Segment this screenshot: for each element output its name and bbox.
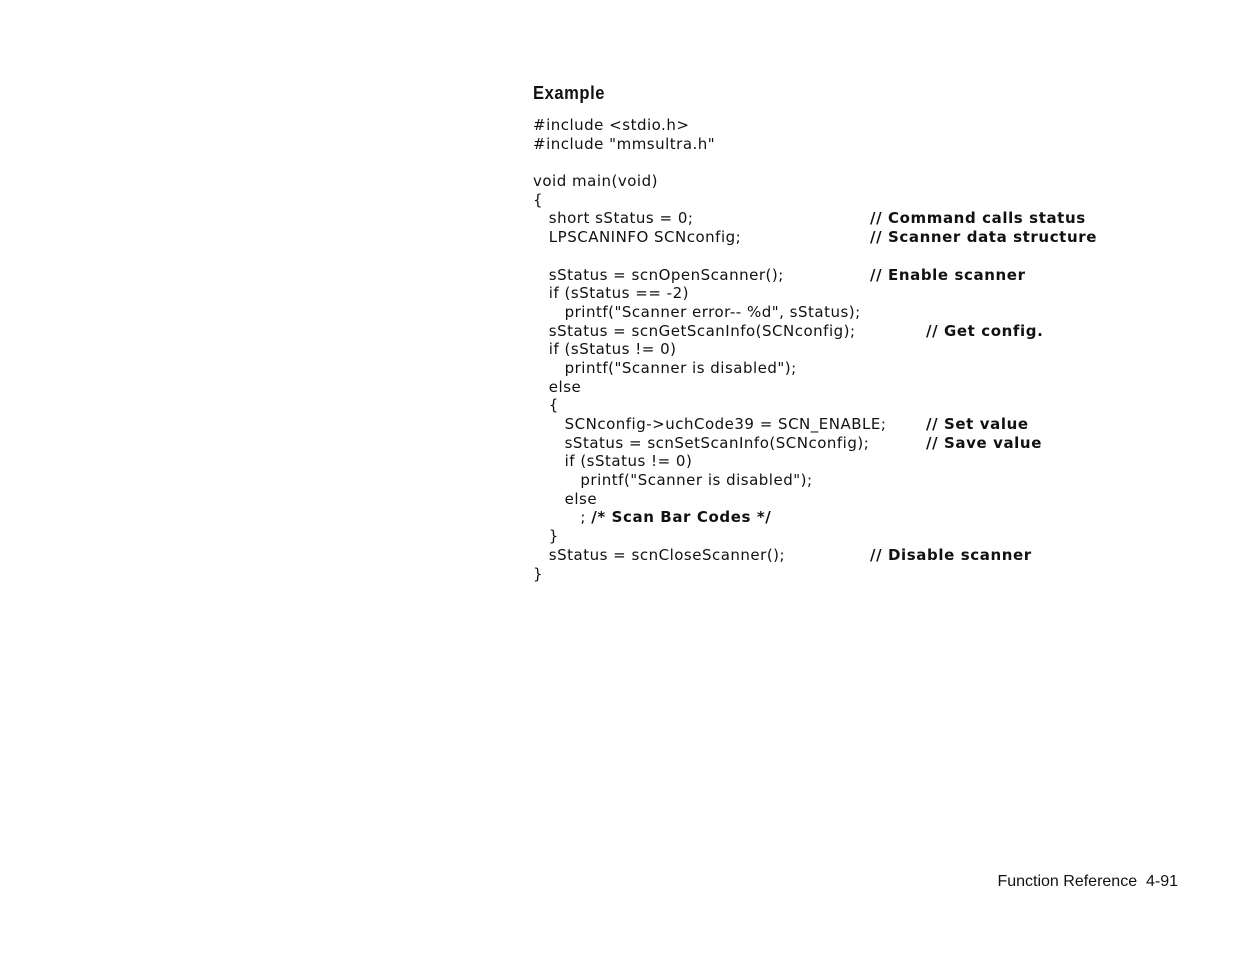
code-text: sStatus = scnSetScanInfo(SCNconfig); — [533, 433, 870, 452]
code-line — [533, 266, 1173, 285]
code-comment: // Set value — [926, 415, 1029, 433]
code-comment: // Enable scanner — [870, 265, 1026, 284]
code-line — [533, 378, 1173, 397]
code-line — [533, 303, 1173, 322]
code-comment: // Scanner data structure — [870, 228, 1098, 247]
code-line — [533, 434, 1173, 453]
code-example — [533, 116, 1173, 583]
code-comment: // Get config. — [926, 321, 1044, 340]
code-line — [533, 546, 1173, 565]
code-line — [533, 490, 1173, 509]
code-comment: // Save value — [926, 433, 1042, 452]
code-text: LPSCANINFO SCNconfig; — [533, 228, 742, 247]
code-text: else — [533, 489, 598, 508]
code-comment: // Command calls status — [870, 209, 1086, 228]
code-text: #include <stdio.h> — [533, 116, 690, 134]
code-text: { — [533, 396, 559, 415]
code-line — [533, 452, 1173, 471]
code-line — [533, 508, 1173, 527]
code-text: sStatus = scnGetScanInfo(SCNconfig); — [533, 321, 856, 340]
code-line — [533, 228, 1173, 247]
code-line — [533, 471, 1173, 490]
code-text: if (sStatus != 0) — [533, 452, 693, 471]
code-text: #include "mmsultra.h" — [533, 134, 716, 153]
code-line — [533, 191, 1173, 210]
code-text: printf("Scanner is disabled"); — [533, 471, 813, 490]
code-text: else — [533, 377, 582, 396]
code-text: SCNconfig->uchCode39 = SCN_ENABLE; — [533, 415, 887, 433]
code-line-blank — [533, 153, 1173, 172]
code-line — [533, 359, 1173, 378]
code-line — [533, 172, 1173, 191]
page-footer: Function Reference 4-91 — [997, 873, 1178, 890]
code-text: } — [533, 527, 559, 546]
code-line-blank — [533, 247, 1173, 266]
code-text: { — [533, 190, 544, 209]
code-line — [533, 527, 1173, 546]
code-line — [533, 284, 1173, 303]
code-text: printf("Scanner is disabled"); — [533, 358, 797, 377]
code-line — [533, 415, 1173, 434]
section-heading: Example — [533, 83, 605, 103]
code-line — [533, 340, 1173, 359]
code-text-with-comment — [533, 508, 771, 527]
code-comment: /* Scan Bar Codes */ — [591, 508, 772, 527]
code-text: if (sStatus != 0) — [533, 340, 677, 359]
code-comment: // Disable scanner — [870, 545, 1032, 564]
code-text: printf("Scanner error-- %d", sStatus); — [533, 302, 861, 321]
code-line — [533, 209, 1173, 228]
code-line — [533, 116, 1173, 135]
code-line — [533, 565, 1173, 584]
code-text: ; — [533, 508, 592, 527]
code-line — [533, 396, 1173, 415]
code-text: sStatus = scnOpenScanner(); — [533, 265, 784, 284]
code-text: sStatus = scnCloseScanner(); — [533, 545, 786, 564]
code-text: void main(void) — [533, 172, 658, 191]
code-text: short sStatus = 0; — [533, 209, 694, 228]
code-text: } — [533, 564, 544, 583]
code-line — [533, 135, 1173, 154]
code-line — [533, 322, 1173, 341]
code-text: if (sStatus == -2) — [533, 284, 689, 303]
